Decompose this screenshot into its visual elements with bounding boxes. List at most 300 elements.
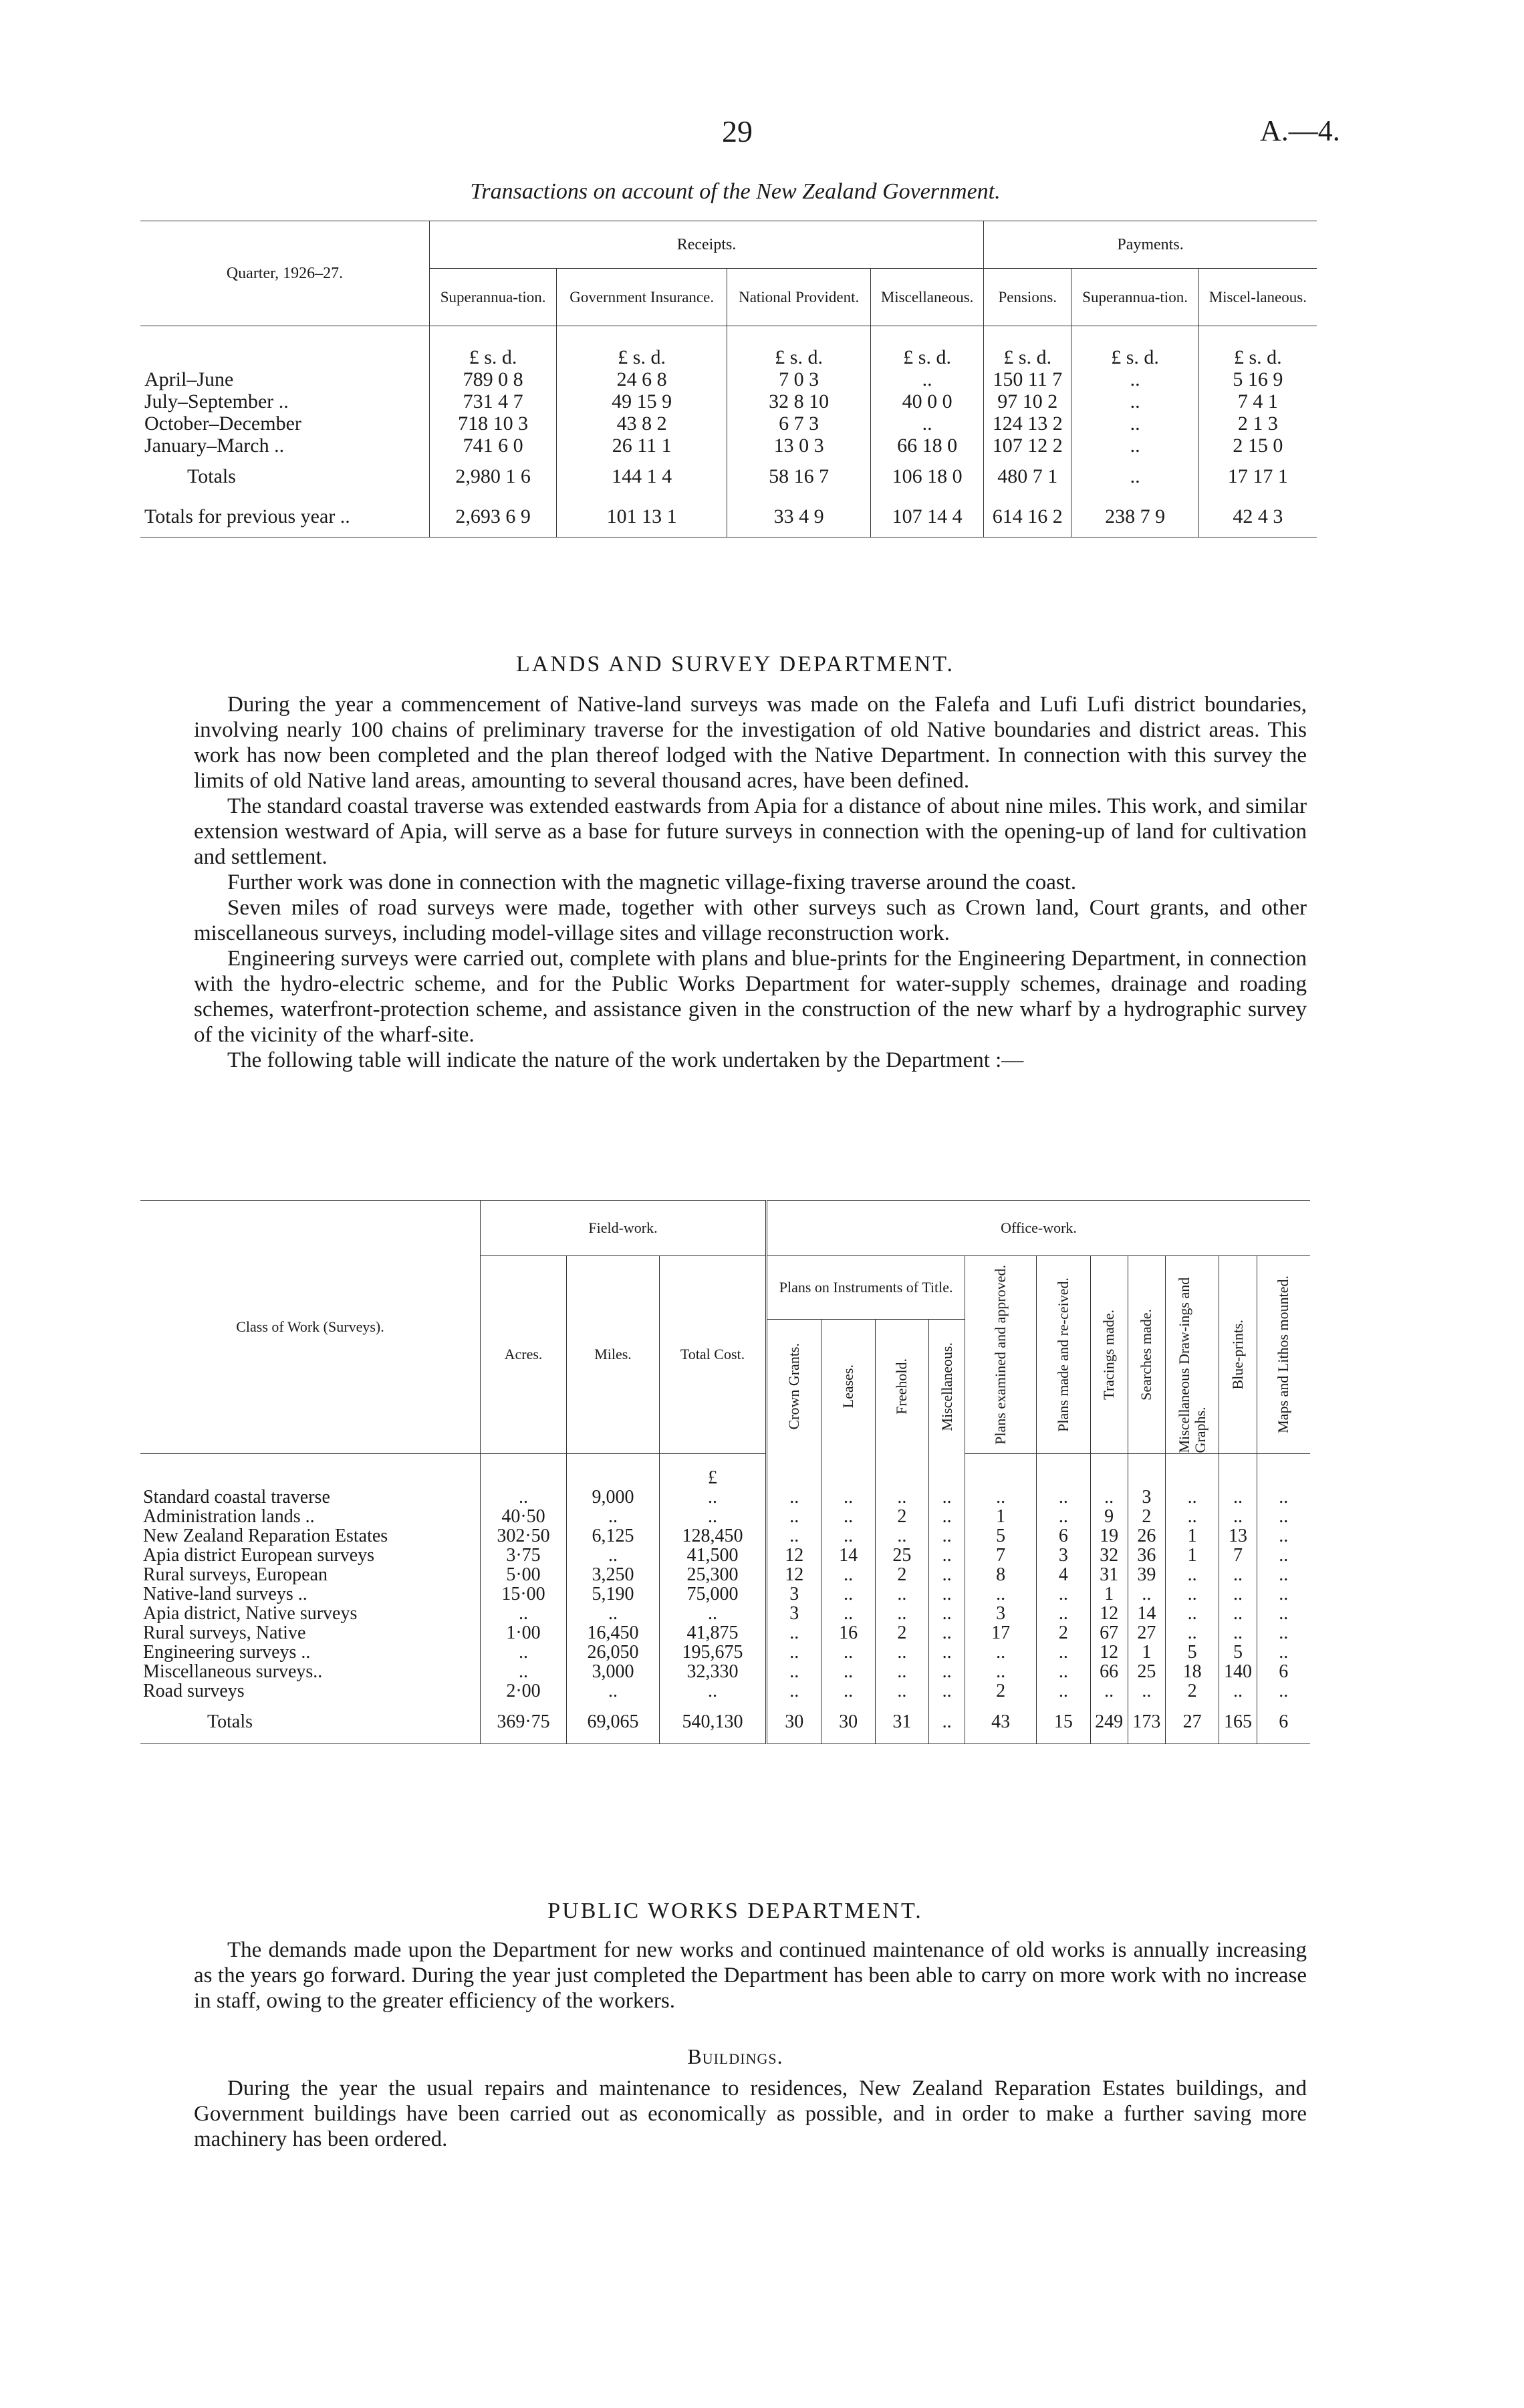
cell: .. bbox=[1257, 1487, 1310, 1507]
group-field-work: Field-work. bbox=[481, 1201, 767, 1256]
cell: 150 11 7 bbox=[984, 368, 1071, 390]
cell: 32 8 10 bbox=[727, 390, 871, 412]
cell: .. bbox=[875, 1662, 928, 1681]
cell: 58 16 7 bbox=[727, 457, 871, 497]
col-rotated: Miscellaneous Draw-ings and Graphs. bbox=[1165, 1256, 1219, 1454]
cell: .. bbox=[1037, 1643, 1090, 1662]
table-row bbox=[140, 412, 1317, 435]
cell: 16 bbox=[821, 1623, 875, 1643]
cell: .. bbox=[1037, 1507, 1090, 1526]
cell: 124 13 2 bbox=[984, 412, 1071, 435]
cell: .. bbox=[928, 1681, 965, 1701]
cell: .. bbox=[928, 1565, 965, 1584]
cell: 2 bbox=[1128, 1507, 1165, 1526]
cell: 9 bbox=[1090, 1507, 1128, 1526]
cell: .. bbox=[1071, 435, 1198, 457]
cell: 14 bbox=[821, 1546, 875, 1565]
cell: 1 bbox=[1090, 1584, 1128, 1604]
cell: 12 bbox=[1090, 1643, 1128, 1662]
cell: 2 bbox=[875, 1507, 928, 1526]
cell: 614 16 2 bbox=[984, 497, 1071, 537]
col-header: Superannua-tion. bbox=[1071, 269, 1198, 326]
table-row bbox=[140, 1681, 1310, 1701]
cell: 369·75 bbox=[481, 1701, 567, 1744]
cell: 5 bbox=[1219, 1643, 1257, 1662]
cell: .. bbox=[821, 1565, 875, 1584]
row-label: Rural surveys, European bbox=[143, 1564, 328, 1585]
cell: .. bbox=[1219, 1584, 1257, 1604]
lands-heading: LANDS AND SURVEY DEPARTMENT. bbox=[515, 652, 955, 677]
paragraph: Engineering surveys were carried out, complete with plans and blue-prints for the Engineering Department, in connection with the hydro-electric scheme, and for the Public Works Department for water-supply schemes, drainage and roading schemes, waterfront-protection scheme, and assistance given in the construction of the new wharf by a hydrographic survey of the vicinity of the wharf-site. bbox=[194, 947, 1307, 1047]
unit-cell: £ s. d. bbox=[871, 326, 984, 369]
cell: 32 bbox=[1090, 1546, 1128, 1565]
col-class-of-work: Class of Work (Surveys). bbox=[140, 1201, 481, 1454]
col-header: National Provident. bbox=[727, 269, 871, 326]
cell: 7 0 3 bbox=[727, 368, 871, 390]
cell: .. bbox=[1219, 1565, 1257, 1584]
cell: 14 bbox=[1128, 1604, 1165, 1623]
cell: 12 bbox=[767, 1546, 821, 1565]
cell: 5·00 bbox=[481, 1565, 567, 1584]
cell: .. bbox=[1257, 1643, 1310, 1662]
cell: .. bbox=[660, 1487, 767, 1507]
cell: .. bbox=[1071, 457, 1198, 497]
public-works-heading: PUBLIC WORKS DEPARTMENT. bbox=[547, 1899, 923, 1923]
cell: .. bbox=[1128, 1584, 1165, 1604]
cell: .. bbox=[928, 1507, 965, 1526]
cell: 238 7 9 bbox=[1071, 497, 1198, 537]
cell: 40·50 bbox=[481, 1507, 567, 1526]
cell: .. bbox=[1219, 1507, 1257, 1526]
cell: 39 bbox=[1128, 1565, 1165, 1584]
cell: .. bbox=[1071, 368, 1198, 390]
cell: 19 bbox=[1090, 1526, 1128, 1546]
col-quarter: Quarter, 1926–27. bbox=[140, 221, 430, 326]
cell: .. bbox=[481, 1487, 567, 1507]
row-label: Administration lands .. bbox=[143, 1506, 315, 1527]
row-label: July–September .. bbox=[144, 390, 289, 412]
unit-cell: £ s. d. bbox=[430, 326, 557, 369]
previous-totals-row bbox=[140, 497, 1317, 537]
cell: 2 1 3 bbox=[1198, 412, 1317, 435]
cell: 5 16 9 bbox=[1198, 368, 1317, 390]
cell: .. bbox=[871, 368, 984, 390]
col-rotated: Plans examined and approved. bbox=[965, 1256, 1037, 1454]
cell: .. bbox=[821, 1526, 875, 1546]
cell: .. bbox=[1165, 1584, 1219, 1604]
col-rotated: Tracings made. bbox=[1090, 1256, 1128, 1454]
cell: .. bbox=[767, 1507, 821, 1526]
cell: 2 bbox=[875, 1565, 928, 1584]
cell: .. bbox=[871, 412, 984, 435]
cell: .. bbox=[928, 1643, 965, 1662]
cell: 2·00 bbox=[481, 1681, 567, 1701]
cell: 6 bbox=[1257, 1701, 1310, 1744]
cell: 6 7 3 bbox=[727, 412, 871, 435]
cost-unit: £ bbox=[660, 1453, 767, 1487]
cell: 17 17 1 bbox=[1198, 457, 1317, 497]
cell: .. bbox=[767, 1662, 821, 1681]
cell: 41,500 bbox=[660, 1546, 767, 1565]
cell: .. bbox=[928, 1584, 965, 1604]
cell: 15·00 bbox=[481, 1584, 567, 1604]
cell: 9,000 bbox=[567, 1487, 660, 1507]
cell: 6,125 bbox=[567, 1526, 660, 1546]
col-header: Superannua-tion. bbox=[430, 269, 557, 326]
row-label: Totals bbox=[207, 1711, 253, 1732]
cell: .. bbox=[928, 1526, 965, 1546]
table-row bbox=[140, 1623, 1310, 1643]
cell: .. bbox=[821, 1487, 875, 1507]
cell: 173 bbox=[1128, 1701, 1165, 1744]
cell: 3·75 bbox=[481, 1546, 567, 1565]
cell: .. bbox=[821, 1584, 875, 1604]
cell: .. bbox=[1257, 1584, 1310, 1604]
table-row bbox=[140, 1584, 1310, 1604]
col-miles: Miles. bbox=[567, 1256, 660, 1454]
cell: .. bbox=[1257, 1507, 1310, 1526]
row-label: Totals bbox=[187, 465, 236, 487]
col-total-cost: Total Cost. bbox=[660, 1256, 767, 1454]
cell: 26 11 1 bbox=[557, 435, 727, 457]
row-label: Standard coastal traverse bbox=[143, 1486, 330, 1508]
cell: .. bbox=[875, 1643, 928, 1662]
unit-cell: £ s. d. bbox=[557, 326, 727, 369]
cell: 140 bbox=[1219, 1662, 1257, 1681]
paragraph: The standard coastal traverse was extended eastwards from Apia for a distance of about nine miles. This work, and similar extension westward of Apia, will serve as a base for future surveys in connection with the opening-up of land for cultivation and settlement. bbox=[194, 794, 1307, 869]
cell: 31 bbox=[875, 1701, 928, 1744]
col-rotated: Maps and Lithos mounted. bbox=[1257, 1256, 1310, 1454]
cell: 13 bbox=[1219, 1526, 1257, 1546]
cell: 26,050 bbox=[567, 1643, 660, 1662]
group-payments: Payments. bbox=[984, 221, 1317, 269]
cell: .. bbox=[481, 1604, 567, 1623]
document-reference: A.—4. bbox=[1260, 114, 1340, 147]
cell: .. bbox=[875, 1526, 928, 1546]
cell: 97 10 2 bbox=[984, 390, 1071, 412]
cell: .. bbox=[821, 1681, 875, 1701]
cell: .. bbox=[965, 1584, 1037, 1604]
cell: 5 bbox=[965, 1526, 1037, 1546]
cell: .. bbox=[928, 1487, 965, 1507]
cell: .. bbox=[1071, 390, 1198, 412]
transactions-caption: Transactions on account of the New Zealand Government. bbox=[470, 179, 1001, 204]
cell: 5,190 bbox=[567, 1584, 660, 1604]
cell: 31 bbox=[1090, 1565, 1128, 1584]
cell: 2,693 6 9 bbox=[430, 497, 557, 537]
cell: .. bbox=[1219, 1604, 1257, 1623]
row-label: Apia district European surveys bbox=[143, 1544, 375, 1566]
cell: 480 7 1 bbox=[984, 457, 1071, 497]
row-label: Native-land surveys .. bbox=[143, 1583, 307, 1604]
unit-cell: £ s. d. bbox=[984, 326, 1071, 369]
cell: 3 bbox=[767, 1604, 821, 1623]
survey-work-table bbox=[140, 1200, 1310, 1744]
col-header: Miscel-laneous. bbox=[1198, 269, 1317, 326]
cell: 2,980 1 6 bbox=[430, 457, 557, 497]
cell: 17 bbox=[965, 1623, 1037, 1643]
col-rotated: Blue-prints. bbox=[1219, 1256, 1257, 1454]
cell: .. bbox=[1165, 1565, 1219, 1584]
cell: 69,065 bbox=[567, 1701, 660, 1744]
cell: 3 bbox=[1128, 1487, 1165, 1507]
buildings-subheading: Buildings. bbox=[687, 2044, 783, 2068]
transactions-table bbox=[140, 221, 1317, 537]
cell: .. bbox=[767, 1526, 821, 1546]
cell: 2 bbox=[1037, 1623, 1090, 1643]
cell: 1 bbox=[965, 1507, 1037, 1526]
cell: .. bbox=[875, 1681, 928, 1701]
row-label: New Zealand Reparation Estates bbox=[143, 1525, 388, 1546]
cell: 43 8 2 bbox=[557, 412, 727, 435]
cell: .. bbox=[1037, 1681, 1090, 1701]
col-rotated: Freehold. bbox=[875, 1320, 928, 1454]
cell: 101 13 1 bbox=[557, 497, 727, 537]
table-row bbox=[140, 435, 1317, 457]
col-rotated: Plans made and re-ceived. bbox=[1037, 1256, 1090, 1454]
col-acres: Acres. bbox=[481, 1256, 567, 1454]
cell: 32,330 bbox=[660, 1662, 767, 1681]
cell: .. bbox=[1165, 1487, 1219, 1507]
cell: .. bbox=[767, 1643, 821, 1662]
cell: 66 bbox=[1090, 1662, 1128, 1681]
table-row bbox=[140, 1662, 1310, 1681]
cell: 165 bbox=[1219, 1701, 1257, 1744]
row-label: Miscellaneous surveys.. bbox=[143, 1661, 323, 1682]
cell: .. bbox=[821, 1604, 875, 1623]
cell: 540,130 bbox=[660, 1701, 767, 1744]
cell: 302·50 bbox=[481, 1526, 567, 1546]
row-label: Totals for previous year .. bbox=[144, 505, 350, 527]
cell: 731 4 7 bbox=[430, 390, 557, 412]
units-row bbox=[140, 326, 1317, 369]
cell: 789 0 8 bbox=[430, 368, 557, 390]
cell: 12 bbox=[1090, 1604, 1128, 1623]
cell: .. bbox=[1257, 1681, 1310, 1701]
cell: 49 15 9 bbox=[557, 390, 727, 412]
cell: .. bbox=[1219, 1623, 1257, 1643]
cell: .. bbox=[1037, 1584, 1090, 1604]
row-label: Engineering surveys .. bbox=[143, 1641, 311, 1663]
cell: .. bbox=[1257, 1604, 1310, 1623]
cell: .. bbox=[1165, 1507, 1219, 1526]
totals-row bbox=[140, 457, 1317, 497]
cell: 2 15 0 bbox=[1198, 435, 1317, 457]
col-rotated: Searches made. bbox=[1128, 1256, 1165, 1454]
cell: 718 10 3 bbox=[430, 412, 557, 435]
cell: .. bbox=[767, 1623, 821, 1643]
paragraph: Seven miles of road surveys were made, together with other surveys such as Crown land, Court grants, and other miscellaneous surveys, including model-village sites and village reconstruction work. bbox=[194, 896, 1307, 945]
cell: 24 6 8 bbox=[557, 368, 727, 390]
cell: 36 bbox=[1128, 1546, 1165, 1565]
cell: 2 bbox=[965, 1681, 1037, 1701]
row-label: Road surveys bbox=[143, 1680, 245, 1701]
table-row bbox=[140, 1507, 1310, 1526]
cell: .. bbox=[928, 1701, 965, 1744]
cell: .. bbox=[567, 1681, 660, 1701]
cell: 16,450 bbox=[567, 1623, 660, 1643]
cell: 249 bbox=[1090, 1701, 1128, 1744]
paragraph: The following table will indicate the nature of the work undertaken by the Department :— bbox=[227, 1048, 1024, 1072]
cell: 3 bbox=[767, 1584, 821, 1604]
cell: 25 bbox=[875, 1546, 928, 1565]
buildings-paragraph: During the year the usual repairs and maintenance to residences, New Zealand Reparation Estates buildings, and Government buildings have been carried out as economically as possible, and in order to make a further saving more machinery has been ordered. bbox=[194, 2076, 1307, 2151]
cell: 30 bbox=[767, 1701, 821, 1744]
cell: 8 bbox=[965, 1565, 1037, 1584]
table-row bbox=[140, 1643, 1310, 1662]
table-row bbox=[140, 1526, 1310, 1546]
cell: .. bbox=[965, 1643, 1037, 1662]
cell: .. bbox=[1219, 1487, 1257, 1507]
cell: 3,000 bbox=[567, 1662, 660, 1681]
cell: .. bbox=[1257, 1565, 1310, 1584]
cell: 12 bbox=[767, 1565, 821, 1584]
public-works-paragraph: The demands made upon the Department for new works and continued maintenance of old works is annually increasing as the years go forward. During the year just completed the Department has been able to carry on more work with no increase in staff, owing to the greater efficiency of the workers. bbox=[194, 1938, 1307, 2013]
table-row bbox=[140, 1487, 1310, 1507]
paragraph: Further work was done in connection with the magnetic village-fixing traverse around the coast. bbox=[227, 870, 1077, 894]
table-row bbox=[140, 1565, 1310, 1584]
col-rotated: Miscellaneous. bbox=[928, 1320, 965, 1454]
cell: 27 bbox=[1128, 1623, 1165, 1643]
cell: 5 bbox=[1165, 1643, 1219, 1662]
cell: 107 12 2 bbox=[984, 435, 1071, 457]
group-receipts: Receipts. bbox=[430, 221, 984, 269]
page-number: 29 bbox=[722, 114, 753, 148]
cell: 1 bbox=[1165, 1546, 1219, 1565]
cell: .. bbox=[928, 1604, 965, 1623]
cell: .. bbox=[660, 1604, 767, 1623]
cell: .. bbox=[1090, 1681, 1128, 1701]
cell: 13 0 3 bbox=[727, 435, 871, 457]
cell: 1·00 bbox=[481, 1623, 567, 1643]
cell: 195,675 bbox=[660, 1643, 767, 1662]
cell: 43 bbox=[965, 1701, 1037, 1744]
cell: 2 bbox=[875, 1623, 928, 1643]
col-rotated: Crown Grants. bbox=[767, 1320, 821, 1454]
cell: 7 bbox=[1219, 1546, 1257, 1565]
row-label: January–March .. bbox=[144, 435, 285, 457]
cell: 128,450 bbox=[660, 1526, 767, 1546]
units-row bbox=[140, 1453, 1310, 1487]
cell: .. bbox=[928, 1546, 965, 1565]
col-header: Miscellaneous. bbox=[871, 269, 984, 326]
cell: 26 bbox=[1128, 1526, 1165, 1546]
cell: .. bbox=[767, 1487, 821, 1507]
lands-body bbox=[194, 692, 1307, 1073]
cell: 7 bbox=[965, 1546, 1037, 1565]
cell: .. bbox=[928, 1623, 965, 1643]
cell: 6 bbox=[1037, 1526, 1090, 1546]
cell: .. bbox=[1037, 1487, 1090, 1507]
cell: .. bbox=[1037, 1662, 1090, 1681]
group-office-work: Office-work. bbox=[767, 1201, 1311, 1256]
cell: 144 1 4 bbox=[557, 457, 727, 497]
cell: 30 bbox=[821, 1701, 875, 1744]
cell: 18 bbox=[1165, 1662, 1219, 1681]
cell: .. bbox=[567, 1604, 660, 1623]
cell: .. bbox=[481, 1662, 567, 1681]
cell: 3 bbox=[1037, 1546, 1090, 1565]
cell: 106 18 0 bbox=[871, 457, 984, 497]
cell: .. bbox=[928, 1662, 965, 1681]
cell: 25 bbox=[1128, 1662, 1165, 1681]
row-label: Apia district, Native surveys bbox=[143, 1602, 358, 1624]
unit-cell: £ s. d. bbox=[727, 326, 871, 369]
col-header: Pensions. bbox=[984, 269, 1071, 326]
cell: 25,300 bbox=[660, 1565, 767, 1584]
cell: 75,000 bbox=[660, 1584, 767, 1604]
cell: 27 bbox=[1165, 1701, 1219, 1744]
cell: 2 bbox=[1165, 1681, 1219, 1701]
paragraph: During the year a commencement of Native-land surveys was made on the Falefa and Lufi Lufi district boundaries, involving nearly 100 chains of preliminary traverse for the investigation of old Native boundaries and district areas. This work has now been completed and the plan thereof lodged with the Native Department. In connection with this survey the limits of old Native land areas, amounting to several thousand acres, have been defined. bbox=[194, 693, 1307, 793]
cell: 33 4 9 bbox=[727, 497, 871, 537]
cell: .. bbox=[1165, 1623, 1219, 1643]
unit-cell: £ s. d. bbox=[1198, 326, 1317, 369]
cell: .. bbox=[567, 1507, 660, 1526]
cell: 67 bbox=[1090, 1623, 1128, 1643]
cell: .. bbox=[875, 1604, 928, 1623]
cell: .. bbox=[1128, 1681, 1165, 1701]
cell: 42 4 3 bbox=[1198, 497, 1317, 537]
table-row bbox=[140, 390, 1317, 412]
col-rotated: Leases. bbox=[821, 1320, 875, 1454]
table-row bbox=[140, 1604, 1310, 1623]
cell: .. bbox=[1090, 1487, 1128, 1507]
cell: .. bbox=[965, 1487, 1037, 1507]
cell: .. bbox=[1257, 1526, 1310, 1546]
row-label: October–December bbox=[144, 412, 301, 435]
cell: .. bbox=[1165, 1604, 1219, 1623]
cell: .. bbox=[1071, 412, 1198, 435]
cell: 7 4 1 bbox=[1198, 390, 1317, 412]
cell: .. bbox=[567, 1546, 660, 1565]
cell: 66 18 0 bbox=[871, 435, 984, 457]
table-row bbox=[140, 1546, 1310, 1565]
cell: .. bbox=[821, 1507, 875, 1526]
cell: 4 bbox=[1037, 1565, 1090, 1584]
cell: 107 14 4 bbox=[871, 497, 984, 537]
cell: 3 bbox=[965, 1604, 1037, 1623]
cell: .. bbox=[821, 1643, 875, 1662]
cell: 6 bbox=[1257, 1662, 1310, 1681]
table-row bbox=[140, 368, 1317, 390]
cell: .. bbox=[660, 1507, 767, 1526]
totals-row bbox=[140, 1701, 1310, 1744]
cell: 1 bbox=[1165, 1526, 1219, 1546]
cell: .. bbox=[1037, 1604, 1090, 1623]
cell: 40 0 0 bbox=[871, 390, 984, 412]
cell: 1 bbox=[1128, 1643, 1165, 1662]
row-label: Rural surveys, Native bbox=[143, 1622, 306, 1643]
row-label: April–June bbox=[144, 368, 234, 390]
cell: 741 6 0 bbox=[430, 435, 557, 457]
cell: .. bbox=[875, 1487, 928, 1507]
cell: 3,250 bbox=[567, 1565, 660, 1584]
cell: .. bbox=[875, 1584, 928, 1604]
cell: .. bbox=[1257, 1623, 1310, 1643]
cell: 41,875 bbox=[660, 1623, 767, 1643]
cell: .. bbox=[965, 1662, 1037, 1681]
cell: .. bbox=[481, 1643, 567, 1662]
col-header: Government Insurance. bbox=[557, 269, 727, 326]
unit-cell: £ s. d. bbox=[1071, 326, 1198, 369]
cell: .. bbox=[767, 1681, 821, 1701]
cell: 15 bbox=[1037, 1701, 1090, 1744]
cell: .. bbox=[821, 1662, 875, 1681]
cell: .. bbox=[1257, 1546, 1310, 1565]
subgroup-plans: Plans on Instruments of Title. bbox=[767, 1256, 965, 1320]
cell: .. bbox=[1219, 1681, 1257, 1701]
